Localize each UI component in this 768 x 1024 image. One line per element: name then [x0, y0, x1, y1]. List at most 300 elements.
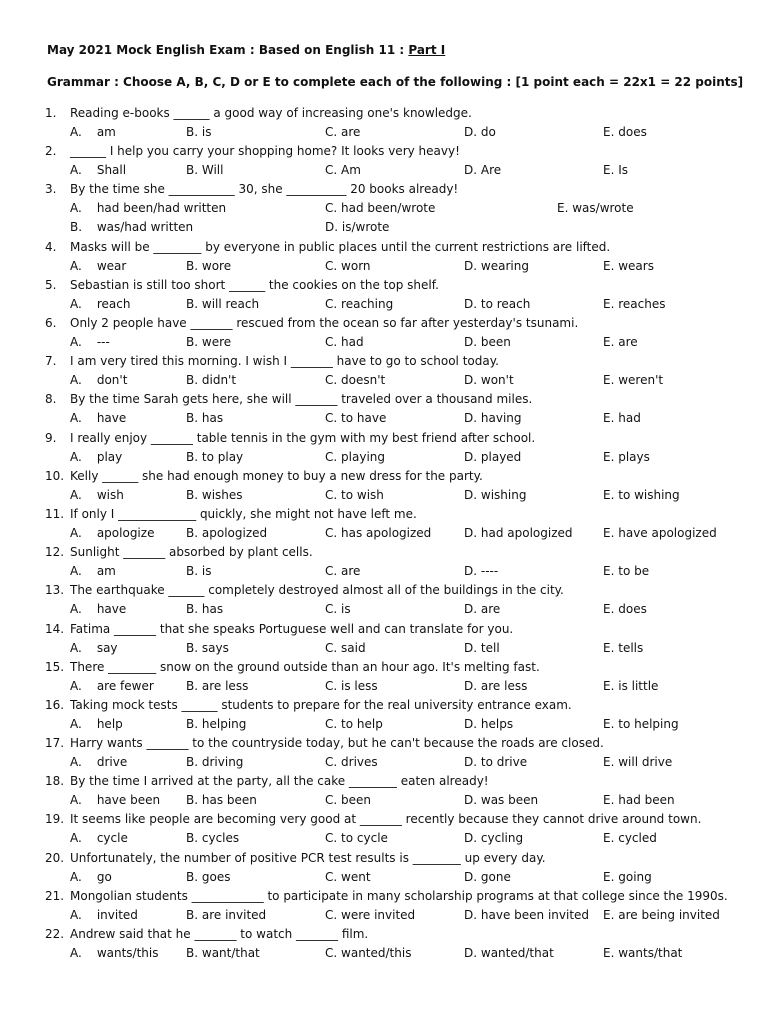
- question-stem: [0, 180, 768, 199]
- option-letter: E.: [603, 296, 615, 311]
- option-letter: A.: [70, 907, 82, 922]
- option-letter: A.: [70, 678, 82, 693]
- question-text: By the time she ___________ 30, she __________ 20 books already!: [70, 182, 459, 197]
- option-letter: E.: [603, 602, 615, 617]
- answer-option-e[interactable]: [603, 448, 650, 467]
- answer-option-e[interactable]: [603, 753, 672, 772]
- option-letter: E.: [557, 201, 569, 216]
- answer-option-b[interactable]: [186, 486, 243, 505]
- answer-option-e[interactable]: [557, 199, 634, 218]
- question-number: 21.: [45, 888, 65, 903]
- question-number: 11.: [45, 506, 65, 521]
- question-stem: [0, 620, 768, 639]
- question-item: [0, 887, 768, 925]
- option-letter: C.: [325, 946, 338, 961]
- option-text: were invited: [341, 907, 416, 922]
- option-text: had: [618, 411, 641, 426]
- option-text: are: [618, 335, 638, 350]
- answer-option-e[interactable]: [603, 524, 717, 543]
- question-item: [0, 276, 768, 314]
- option-letter: D.: [464, 869, 478, 884]
- answer-option-a[interactable]: [70, 486, 124, 505]
- answer-option-a[interactable]: [70, 639, 118, 658]
- question-stem: [0, 505, 768, 524]
- answer-option-c[interactable]: [325, 829, 388, 848]
- option-text: have: [96, 411, 127, 426]
- answer-option-d[interactable]: [464, 161, 501, 180]
- answer-option-b[interactable]: [186, 829, 239, 848]
- option-letter: B.: [186, 335, 199, 350]
- answer-option-b[interactable]: [186, 944, 260, 963]
- question-stem: [0, 467, 768, 486]
- answer-option-e[interactable]: [603, 333, 638, 352]
- question-stem: [0, 581, 768, 600]
- answer-option-b[interactable]: [186, 371, 236, 390]
- option-letter: B.: [186, 258, 199, 273]
- option-letter: D.: [464, 335, 478, 350]
- option-letter: A.: [70, 793, 82, 808]
- question-number: 6.: [45, 316, 57, 331]
- answer-option-a[interactable]: [70, 371, 127, 390]
- answer-option-d[interactable]: [464, 677, 527, 696]
- option-letter: C.: [325, 564, 338, 579]
- option-text: won't: [480, 373, 514, 388]
- option-text: say: [96, 640, 118, 655]
- question-number: 3.: [45, 182, 57, 197]
- option-text: cycling: [480, 831, 524, 846]
- answer-option-d[interactable]: [464, 829, 523, 848]
- option-letter: A.: [70, 640, 82, 655]
- answer-option-e[interactable]: [603, 486, 680, 505]
- option-letter: A.: [70, 125, 82, 139]
- question-text: Unfortunately, the number of positive PCR test results is ________ up every day.: [70, 850, 546, 865]
- option-letter: E.: [603, 564, 615, 579]
- option-text: to wishing: [618, 487, 680, 502]
- option-text: gone: [480, 869, 511, 884]
- option-text: went: [341, 869, 371, 884]
- option-text: wishes: [201, 487, 243, 502]
- answer-option-b[interactable]: [186, 562, 211, 581]
- question-item: [0, 849, 768, 887]
- option-letter: C.: [325, 487, 338, 502]
- answer-options: [0, 868, 768, 887]
- option-text: goes: [201, 869, 231, 884]
- option-text: will drive: [618, 755, 673, 770]
- option-letter: C.: [325, 869, 338, 884]
- answer-option-c[interactable]: [325, 123, 360, 142]
- answer-options: [0, 944, 768, 963]
- answer-option-a[interactable]: [70, 715, 123, 734]
- answer-option-a[interactable]: [70, 333, 110, 352]
- question-text: Taking mock tests ______ students to prepare for the real university entrance exam.: [70, 697, 572, 712]
- option-text: says: [201, 640, 229, 655]
- question-number: 15.: [45, 659, 65, 674]
- answer-option-d[interactable]: [464, 123, 496, 142]
- answer-option-e[interactable]: [603, 161, 628, 180]
- option-letter: E.: [603, 125, 615, 139]
- answer-option-d[interactable]: [464, 333, 511, 352]
- answer-option-a[interactable]: [70, 257, 126, 276]
- option-text: is/wrote: [341, 220, 390, 235]
- option-text: Is: [618, 163, 629, 178]
- option-text: have been invited: [480, 907, 590, 922]
- answer-option-c[interactable]: [325, 639, 366, 658]
- question-stem: [0, 772, 768, 791]
- question-text: Sebastian is still too short ______ the cookies on the top shelf.: [70, 277, 439, 292]
- answer-option-c[interactable]: [325, 524, 431, 543]
- option-letter: A.: [70, 296, 82, 311]
- answer-option-b[interactable]: [186, 409, 223, 428]
- answer-option-e[interactable]: [603, 295, 665, 314]
- option-letter: C.: [325, 296, 338, 311]
- answer-option-a[interactable]: [70, 161, 126, 180]
- answer-option-c[interactable]: [325, 868, 371, 887]
- option-letter: C.: [325, 411, 338, 426]
- answer-option-b[interactable]: [186, 906, 266, 925]
- answer-option-c[interactable]: [325, 562, 360, 581]
- answer-option-d[interactable]: [464, 906, 589, 925]
- answer-option-c[interactable]: [325, 409, 386, 428]
- option-text: am: [96, 125, 116, 139]
- option-letter: A.: [70, 869, 82, 884]
- option-letter: E.: [603, 793, 615, 808]
- option-text: playing: [341, 449, 385, 464]
- answer-option-c[interactable]: [325, 677, 378, 696]
- answer-option-e[interactable]: [603, 677, 658, 696]
- answer-option-b[interactable]: [186, 295, 259, 314]
- option-text: has: [201, 602, 224, 617]
- option-text: going: [618, 869, 652, 884]
- option-letter: D.: [464, 373, 478, 388]
- option-text: plays: [618, 449, 650, 464]
- answer-option-e[interactable]: [603, 868, 652, 887]
- answer-option-d[interactable]: [464, 257, 529, 276]
- option-letter: E.: [603, 755, 615, 770]
- question-stem: [0, 887, 768, 906]
- answer-option-d[interactable]: [464, 486, 526, 505]
- option-text: said: [341, 640, 366, 655]
- answer-option-b[interactable]: [186, 257, 231, 276]
- option-letter: D.: [464, 487, 478, 502]
- answer-options: [0, 906, 768, 925]
- option-letter: A.: [70, 525, 82, 540]
- option-letter: D.: [464, 449, 478, 464]
- answer-options: [0, 409, 768, 428]
- answer-option-b[interactable]: [186, 868, 230, 887]
- option-letter: E.: [603, 449, 615, 464]
- option-text: had apologized: [480, 525, 573, 540]
- question-text: By the time Sarah gets here, she will _______ traveled over a thousand miles.: [70, 392, 533, 407]
- answer-option-b[interactable]: [186, 524, 267, 543]
- answer-option-c[interactable]: [325, 486, 384, 505]
- answer-option-d[interactable]: [464, 448, 521, 467]
- option-letter: A.: [70, 411, 82, 426]
- answer-option-b[interactable]: [186, 715, 246, 734]
- answer-option-c[interactable]: [325, 906, 415, 925]
- question-number: 13.: [45, 583, 65, 598]
- answer-option-c[interactable]: [325, 333, 364, 352]
- option-text: to have: [341, 411, 387, 426]
- option-text: to help: [341, 716, 383, 731]
- question-number: 20.: [45, 850, 65, 865]
- question-item: [0, 467, 768, 505]
- option-letter: D.: [464, 525, 478, 540]
- question-text: By the time I arrived at the party, all the cake ________ eaten already!: [70, 774, 489, 789]
- answer-option-a[interactable]: [70, 562, 116, 581]
- answer-option-d[interactable]: [464, 562, 498, 581]
- answer-option-d[interactable]: [464, 715, 513, 734]
- question-stem: [0, 314, 768, 333]
- question-stem: [0, 429, 768, 448]
- option-text: tell: [480, 640, 500, 655]
- option-text: doesn't: [341, 373, 386, 388]
- option-letter: B.: [186, 640, 199, 655]
- option-text: play: [96, 449, 123, 464]
- option-text: to cycle: [341, 831, 388, 846]
- option-letter: B.: [186, 296, 199, 311]
- option-text: helping: [201, 716, 247, 731]
- answer-option-e[interactable]: [603, 944, 682, 963]
- answer-option-d[interactable]: [325, 218, 389, 237]
- option-letter: C.: [325, 125, 338, 139]
- answer-option-c[interactable]: [325, 791, 371, 810]
- option-text: are less: [480, 678, 528, 693]
- option-letter: B.: [186, 869, 199, 884]
- option-text: reaches: [618, 296, 666, 311]
- option-text: drives: [341, 755, 378, 770]
- option-letter: C.: [325, 525, 338, 540]
- option-letter: C.: [325, 755, 338, 770]
- answer-option-a[interactable]: [70, 409, 126, 428]
- answer-option-a[interactable]: [70, 123, 116, 142]
- option-letter: B.: [70, 220, 83, 235]
- answer-option-e[interactable]: [603, 257, 654, 276]
- option-text: been: [480, 335, 511, 350]
- option-text: reaching: [341, 296, 394, 311]
- option-letter: D.: [464, 296, 478, 311]
- question-number: 22.: [45, 927, 65, 942]
- answer-option-b[interactable]: [70, 218, 193, 237]
- question-item: [0, 543, 768, 581]
- option-text: have been: [96, 793, 161, 808]
- answer-option-d[interactable]: [464, 868, 511, 887]
- option-letter: A.: [70, 946, 82, 961]
- question-text: I really enjoy _______ table tennis in the gym with my best friend after school.: [70, 430, 536, 445]
- option-text: are: [341, 125, 361, 139]
- answer-option-d[interactable]: [464, 791, 538, 810]
- answer-option-d[interactable]: [464, 295, 530, 314]
- question-number: 10.: [45, 468, 65, 483]
- option-letter: B.: [186, 411, 199, 426]
- answer-option-d[interactable]: [464, 944, 554, 963]
- answer-option-e[interactable]: [603, 562, 649, 581]
- exam-title-text: May 2021 Mock English Exam : Based on English 11 :: [47, 43, 409, 57]
- option-letter: E.: [603, 831, 615, 846]
- option-text: apologize: [96, 525, 155, 540]
- answer-option-a[interactable]: [70, 199, 226, 218]
- answer-options: [0, 123, 768, 142]
- option-letter: D.: [464, 793, 478, 808]
- option-letter: C.: [325, 716, 338, 731]
- question-list: [0, 104, 768, 963]
- question-number: 8.: [45, 392, 57, 407]
- option-letter: C.: [325, 831, 338, 846]
- answer-option-a[interactable]: [70, 295, 130, 314]
- question-item: [0, 180, 768, 237]
- option-letter: E.: [603, 163, 615, 178]
- answer-option-c[interactable]: [325, 295, 393, 314]
- answer-option-d[interactable]: [464, 639, 500, 658]
- answer-option-a[interactable]: [70, 448, 122, 467]
- answer-option-b[interactable]: [186, 639, 229, 658]
- option-text: do: [480, 125, 496, 139]
- option-text: are invited: [201, 907, 267, 922]
- option-text: are: [341, 564, 361, 579]
- answer-option-e[interactable]: [603, 715, 679, 734]
- answer-option-b[interactable]: [186, 161, 223, 180]
- question-stem: [0, 734, 768, 753]
- answer-option-e[interactable]: [603, 123, 647, 142]
- option-letter: C.: [325, 907, 338, 922]
- answer-option-c[interactable]: [325, 257, 371, 276]
- option-text: having: [480, 411, 522, 426]
- option-letter: D.: [464, 755, 478, 770]
- option-text: are fewer: [96, 678, 154, 693]
- option-letter: B.: [186, 907, 199, 922]
- answer-options: [0, 677, 768, 696]
- answer-option-d[interactable]: [464, 600, 500, 619]
- answer-option-e[interactable]: [603, 829, 657, 848]
- option-letter: B.: [186, 755, 199, 770]
- option-text: wishing: [480, 487, 527, 502]
- question-number: 4.: [45, 239, 57, 254]
- answer-option-d[interactable]: [464, 409, 522, 428]
- option-text: reach: [96, 296, 131, 311]
- option-letter: A.: [70, 449, 82, 464]
- exam-title: [47, 43, 445, 57]
- question-number: 19.: [45, 812, 65, 827]
- question-text: There ________ snow on the ground outside than an hour ago. It's melting fast.: [70, 659, 540, 674]
- question-stem: [0, 276, 768, 295]
- answer-options: [0, 829, 768, 848]
- answer-option-a[interactable]: [70, 524, 154, 543]
- option-text: is: [341, 602, 351, 617]
- option-letter: B.: [186, 831, 199, 846]
- answer-option-a[interactable]: [70, 868, 112, 887]
- question-number: 2.: [45, 144, 57, 159]
- answer-option-e[interactable]: [603, 791, 675, 810]
- answer-option-a[interactable]: [70, 677, 154, 696]
- option-text: go: [96, 869, 112, 884]
- answer-option-c[interactable]: [325, 371, 385, 390]
- question-item: [0, 314, 768, 352]
- option-text: driving: [201, 755, 244, 770]
- answer-option-b[interactable]: [186, 333, 231, 352]
- option-text: Shall: [96, 163, 127, 178]
- answer-option-b[interactable]: [186, 123, 211, 142]
- answer-options-row-2: [0, 218, 768, 237]
- answer-option-d[interactable]: [464, 753, 527, 772]
- question-item: [0, 505, 768, 543]
- answer-option-b[interactable]: [186, 600, 223, 619]
- answer-option-a[interactable]: [70, 829, 128, 848]
- question-number: 1.: [45, 106, 57, 120]
- answer-options: [0, 715, 768, 734]
- answer-option-a[interactable]: [70, 791, 160, 810]
- question-item: [0, 390, 768, 428]
- answer-option-c[interactable]: [325, 600, 351, 619]
- question-text: If only I _____________ quickly, she might not have left me.: [70, 506, 417, 521]
- answer-options: [0, 161, 768, 180]
- option-letter: E.: [603, 487, 615, 502]
- option-letter: A.: [70, 373, 82, 388]
- answer-option-c[interactable]: [325, 199, 435, 218]
- question-item: [0, 925, 768, 963]
- answer-option-e[interactable]: [603, 371, 663, 390]
- answer-option-a[interactable]: [70, 600, 126, 619]
- question-text: I am very tired this morning. I wish I _______ have to go to school today.: [70, 354, 499, 369]
- answer-option-b[interactable]: [186, 677, 248, 696]
- option-letter: D.: [464, 716, 478, 731]
- option-letter: E.: [603, 678, 615, 693]
- question-text: The earthquake ______ completely destroyed almost all of the buildings in the city.: [70, 583, 564, 598]
- option-letter: B.: [186, 525, 199, 540]
- option-text: to be: [618, 564, 650, 579]
- answer-option-d[interactable]: [464, 371, 514, 390]
- option-letter: B.: [186, 602, 199, 617]
- question-number: 12.: [45, 545, 65, 560]
- option-letter: D.: [464, 258, 478, 273]
- question-stem: [0, 696, 768, 715]
- answer-option-a[interactable]: [70, 944, 159, 963]
- option-text: to reach: [480, 296, 531, 311]
- answer-option-e[interactable]: [603, 906, 720, 925]
- answer-option-a[interactable]: [70, 906, 138, 925]
- answer-option-e[interactable]: [603, 600, 647, 619]
- option-letter: C.: [325, 602, 338, 617]
- option-letter: D.: [464, 946, 478, 961]
- question-item: [0, 581, 768, 619]
- answer-option-c[interactable]: [325, 753, 378, 772]
- option-letter: B.: [186, 163, 199, 178]
- answer-option-d[interactable]: [464, 524, 573, 543]
- question-stem: [0, 238, 768, 257]
- option-text: wanted/this: [341, 946, 412, 961]
- answer-option-b[interactable]: [186, 753, 243, 772]
- answer-option-e[interactable]: [603, 409, 641, 428]
- option-letter: A.: [70, 258, 82, 273]
- answer-option-c[interactable]: [325, 944, 411, 963]
- answer-option-c[interactable]: [325, 715, 383, 734]
- answer-option-c[interactable]: [325, 448, 385, 467]
- option-text: didn't: [201, 373, 237, 388]
- question-item: [0, 734, 768, 772]
- option-text: ---: [96, 335, 110, 350]
- answer-option-b[interactable]: [186, 448, 243, 467]
- answer-option-a[interactable]: [70, 753, 127, 772]
- question-text: Andrew said that he _______ to watch _______ film.: [70, 927, 369, 942]
- option-letter: E.: [603, 640, 615, 655]
- option-text: drive: [96, 755, 128, 770]
- answer-option-e[interactable]: [603, 639, 643, 658]
- answer-option-c[interactable]: [325, 161, 361, 180]
- option-text: cycles: [201, 831, 240, 846]
- answer-option-b[interactable]: [186, 791, 257, 810]
- option-text: played: [480, 449, 522, 464]
- option-letter: A.: [70, 831, 82, 846]
- option-letter: B.: [186, 564, 199, 579]
- option-letter: C.: [325, 640, 338, 655]
